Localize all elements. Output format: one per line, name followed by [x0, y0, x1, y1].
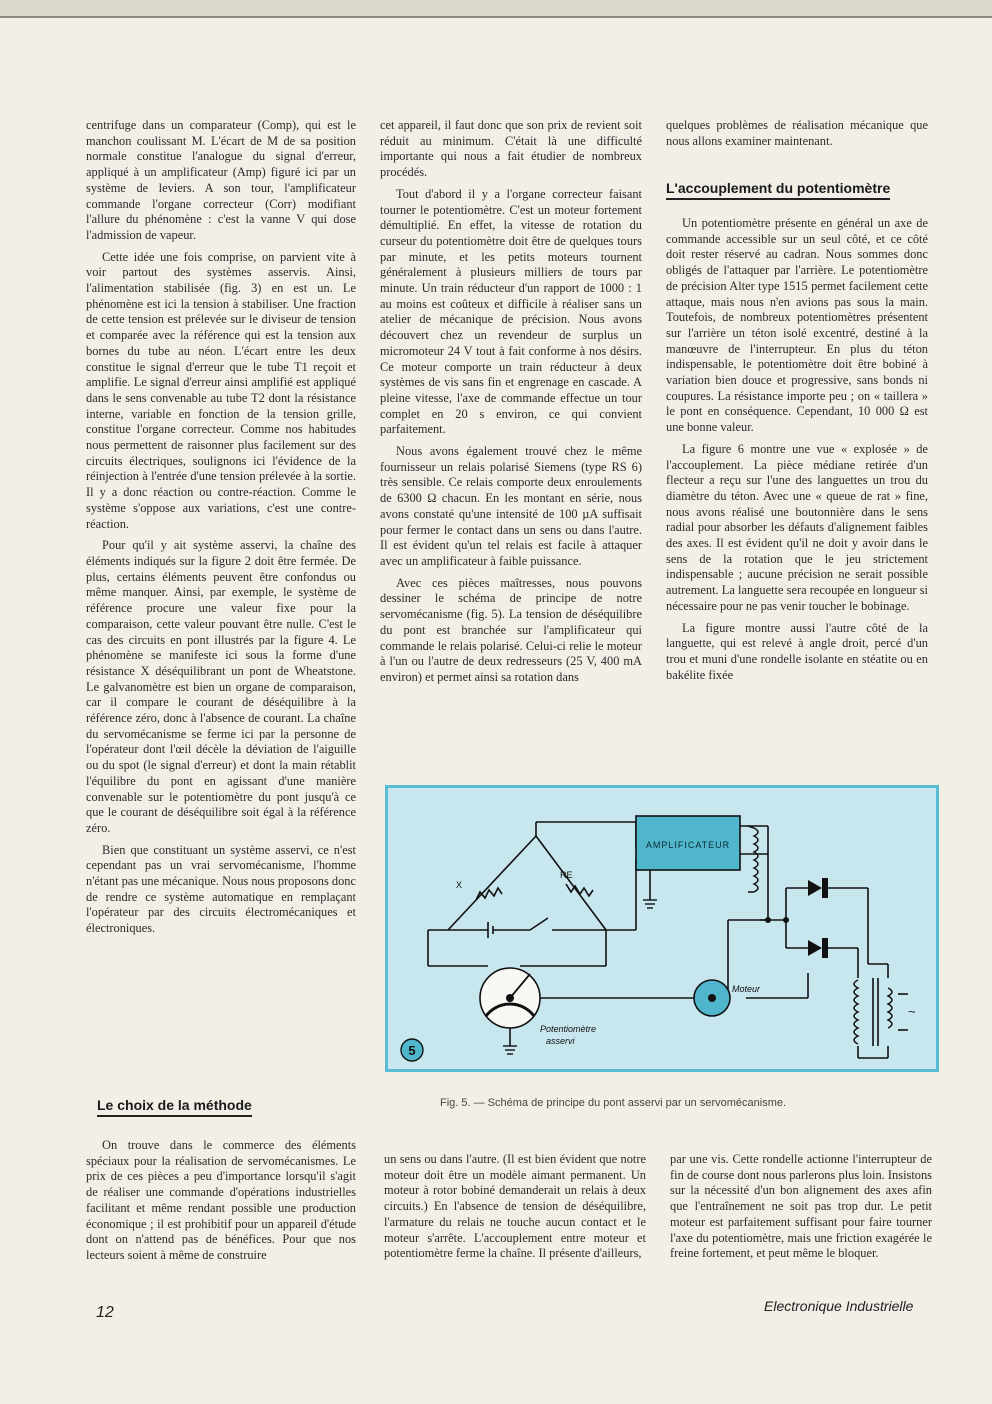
- paragraph: centrifuge dans un comparateur (Comp), qui est le manchon coulissant M. L'écart de M de sa position normale constitue l'analogue du signal d'erreur, appliqué à un amplificateur (Amp) figuré ici par un système de leviers. A son tour, l'amplificateur commande l'organe correcteur (Corr) modifiant l'allure du phénomène : c'est la vanne V qui dose l'admission de vapeur.: [86, 118, 356, 242]
- figure-number: 5: [408, 1043, 416, 1058]
- paragraph: un sens ou dans l'autre. (Il est bien évident que notre moteur doit être un modèle aimant permanent. Un moteur à rotor bobiné demanderait un relais à deux circuits.) En l'absence de tension de déséquilibre, l'armature du relais ne touche aucun contact et le moteur s'arrête. L'accouplement entre moteur et potentiomètre ferme la chaîne. Il présente d'ailleurs,: [384, 1152, 646, 1261]
- text-column-3-top: [666, 118, 928, 155]
- page-top-edge: [0, 0, 992, 18]
- text-column-1: [86, 118, 356, 943]
- section-heading-choix: Le choix de la méthode: [97, 1097, 252, 1117]
- resistor-re-label: RE: [560, 870, 573, 880]
- paragraph: par une vis. Cette rondelle actionne l'interrupteur de fin de course dont nous parlerons plus loin. Insistons sur la nécessité d'un bon alignement des axes afin que l'entraînement ne soit pas trop dur. Le petit moteur est parfaitement suffisant pour faire tourner l'axe du potentiomètre, mais une friction exagérée le freine fortement, et peut même le bloquer.: [670, 1152, 932, 1261]
- paragraph: On trouve dans le commerce des éléments spéciaux pour la réalisation de servomécanismes. Le prix de ces pièces a peu d'importance lorsqu'il s'agit de réaliser une commande d'opérations industrielles facilitant et même rendant possible une production économique ; il est prohibitif pour un appareil d'étude dont on n'attend pas de bénéfices. Pour que nos lecteurs soient à même de construire: [86, 1138, 356, 1262]
- pot-label-line1: Potentiomètre: [540, 1024, 597, 1034]
- text-column-3: [666, 216, 928, 689]
- paragraph: Nous avons également trouvé chez le même fournisseur un relais polarisé Siemens (type RS 6) très sensible. Ce relais comporte deux enroulements de 6300 Ω chacun. En les montant en série, nous avons constaté qu'une intensité de 100 µA suffisait pour fermer le contact dans un sens ou dans l'autre. Il est évident qu'un tel relais est facile à attaquer avec un amplificateur à faible puissance.: [380, 444, 642, 568]
- paragraph: La figure 6 montre une vue « explosée » de l'accouplement. La pièce médiane retirée d'un flecteur a reçu sur l'une des languettes un trou du diamètre du téton. Avec une « queue de rat » fine, nous avons réalisé une boutonnière dans le sens radial pour absorber les défauts d'alignement faibles des axes. Il est évident qu'il ne doit y avoir dans le sens de la rotation que le jeu strictement indispensable ; aucune précision ne serait possible autrement. La languette sera recoupée en longueur si nécessaire pour ne pas venir toucher le bobinage.: [666, 441, 928, 613]
- pot-label-line2: asservi: [546, 1036, 575, 1046]
- paragraph: Avec ces pièces maîtresses, nous pouvons dessiner le schéma de principe de notre servomécanisme (fig. 5). La tension de déséquilibre du pont est branchée sur l'amplificateur qui commande le relais polarisé. Celui-ci relie le moteur à l'un ou l'autre de deux redresseurs (25 V, 400 mA environ) et permet ainsi sa rotation dans: [380, 575, 642, 684]
- motor-label: Moteur: [732, 984, 761, 994]
- ac-symbol: ~: [908, 1004, 916, 1019]
- journal-name: Electronique Industrielle: [764, 1298, 914, 1314]
- bottom-text-column-1: [86, 1138, 356, 1264]
- paragraph: Un potentiomètre présente en général un axe de commande accessible sur un seul côté, et ce côté doit rester réservé au cadran. Nous sommes donc obligés de l'attaquer par l'arrière. Le potentiomètre de précision Alter type 1515 permet facilement cette attaque, mais nous n'en avions pas sous la main. Toutefois, de nombreux potentiomètres présentent sur l'arrière un téton isolé excentré, destiné à la manœuvre de l'interrupteur. En plus du téton indispensable, le potentiomètre doit être bobiné à variation bien douce et progressive, sans bonds ni coupures. La résistance importe peu ; on « taillera » le pont en conséquence. Cependant, 10 000 Ω est une bonne valeur.: [666, 216, 928, 435]
- paragraph: La figure montre aussi l'autre côté de la languette, qui est relevé à angle droit, percé d'un trou et muni d'une rondelle isolante en stéatite ou en bakélite fixée: [666, 620, 928, 682]
- bottom-text-column-3: [670, 1152, 932, 1262]
- bottom-text-column-2: [384, 1152, 646, 1262]
- figure-caption: Fig. 5. — Schéma de principe du pont asservi par un servomécanisme.: [440, 1097, 787, 1109]
- paragraph: quelques problèmes de réalisation mécanique que nous allons examiner maintenant.: [666, 118, 928, 148]
- figure-5-schematic: [385, 785, 939, 1072]
- section-heading-accouplement: L'accouplement du potentiomètre: [666, 180, 890, 200]
- paragraph: Cette idée une fois comprise, on parvient vite à voir partout des systèmes asservis. Ainsi, l'alimentation stabilisée (fig. 3) en est un. Le phénomène est ici la tension à stabiliser. Une fraction de cette tension est prélevée sur le diviseur de tension et comparée avec la référence qui est la tension aux bornes du tube au néon. L'écart entre les deux constitue le signal d'erreur que le tube T1 reçoit et amplifie. Le signal d'erreur ainsi amplifié est appliqué dans le sens convenable au tube T2 dont la résistance interne, variable en fonction de la tension grille, constitue l'organe correcteur. Comme nos habitudes nous permettent de raisonner plus facilement sur des circuits électriques, soulignons ici l'évidence de la réinjection à l'entrée d'une tension prélevée à la sortie. Il y a donc réaction ou contre-réaction. Comme le système s'oppose aux variations, c'est une contre-réaction.: [86, 249, 356, 531]
- resistor-x-label: X: [456, 880, 463, 890]
- paragraph: Tout d'abord il y a l'organe correcteur faisant tourner le potentiomètre. C'est un moteur fortement démultiplié. En effet, la vitesse de rotation du curseur du potentiomètre doit être de quelques tours par minute, et les petits moteurs tournent généralement à plusieurs milliers de tours par minute. Un train réducteur d'un rapport de 1000 : 1 au moins est coûteux et difficile à réaliser sans un atelier de mécanique de précision. Nous avons découvert chez un revendeur de surplus un micromoteur 24 V tout à fait conforme à nos désirs. Ce moteur comporte un train réducteur à deux systèmes de vis sans fin et engrenage en cascade. A pleine vitesse, l'axe de commande effectue un tour complet en 20 s environ, ce qui convient parfaitement.: [380, 186, 642, 437]
- paragraph: Bien que constituant un système asservi, ce n'est cependant pas un vrai servomécanisme, l'homme n'étant pas une mécanique. Nous nous proposons donc de rendre ce système automatique en remplaçant l'opérateur par des circuits électromécaniques et électroniques.: [86, 842, 356, 936]
- paragraph: cet appareil, il faut donc que son prix de revient soit réduit au minimum. C'était là une difficulté importante qui nous a fait étudier de nombreux procédés.: [380, 118, 642, 180]
- circuit-diagram: [388, 788, 936, 1069]
- text-column-2: [380, 118, 642, 692]
- paragraph: Pour qu'il y ait système asservi, la chaîne des éléments indiqués sur la figure 2 doit être fermée. De plus, certains éléments peuvent être confondus ou même manquer. Ainsi, par exemple, le système de référence procure une valeur fixe pour la comparaison, cette valeur pouvant être nulle. C'est le cas des circuits en pont illustrés par la figure 4. Le phénomène se manifeste ici sous la forme d'une résistance X déséquilibrant un pont de Wheatstone. Le galvanomètre est bien un organe de comparaison, car il compare le courant de déséquilibre à la référence zéro, donc à l'absence de courant. La chaîne du servomécanisme se ferme ici par la personne de l'opérateur dont l'œil décèle la déviation de l'aiguille ou du spot (le signal d'erreur) et dont la main rétablit l'équilibre du pont en agissant d'une manière convenable sur le potentiomètre du pont jusqu'à ce que le courant de déséquilibre soit égal à la référence zéro.: [86, 538, 356, 835]
- amplifier-label: AMPLIFICATEUR: [645, 840, 731, 850]
- page-number: 12: [96, 1304, 114, 1321]
